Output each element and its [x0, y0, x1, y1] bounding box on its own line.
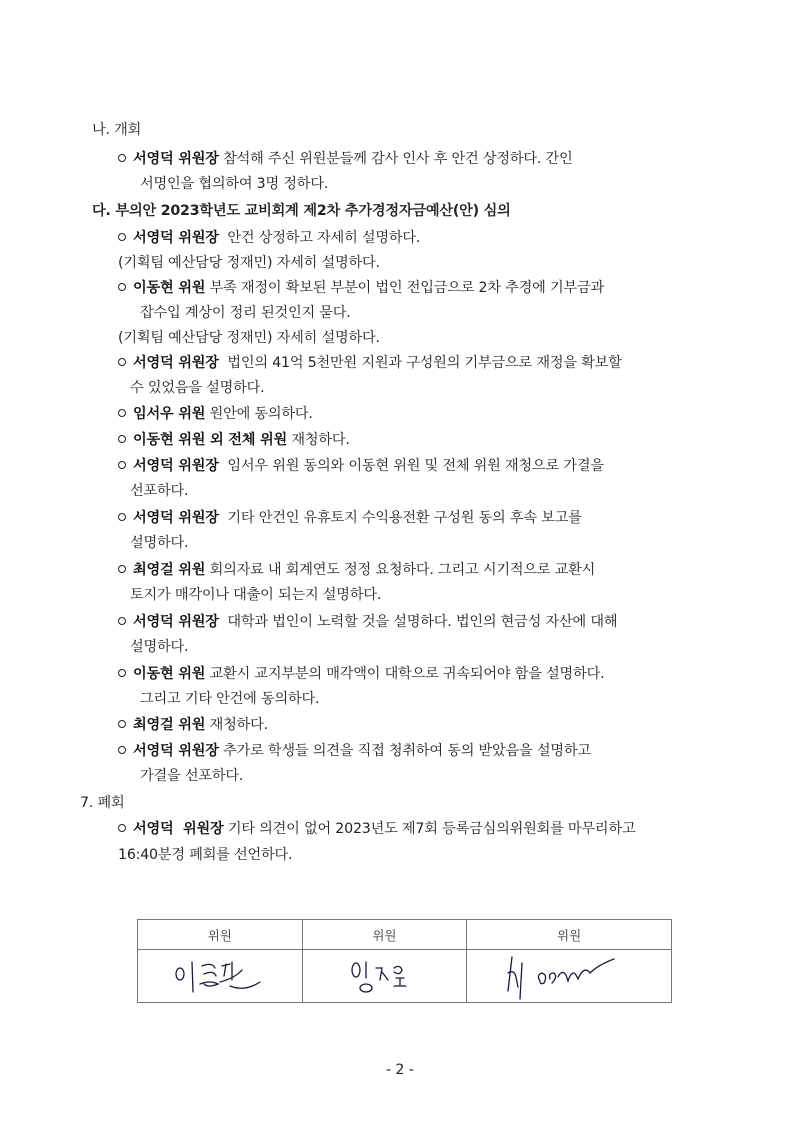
speaker-name: 최영걸 위원	[133, 562, 206, 578]
item-text: 재청하다.	[291, 432, 350, 448]
item-text: 안건 상정하고 자세히 설명하다.	[227, 230, 421, 246]
signature-header-cell: 위원	[302, 920, 467, 950]
signature-header-cell: 위원	[467, 920, 672, 950]
item-text: 대학과 법인이 노력할 것을 설명하다. 법인의 현금성 자산에 대해	[227, 614, 618, 630]
minutes-item	[118, 430, 350, 450]
staff-note: (기획팀 예산담당 정재민) 자세히 설명하다.	[118, 330, 380, 346]
speaker-name: 서영덕 위원장	[133, 614, 219, 630]
speaker-name: 서영덕 위원장	[133, 151, 219, 167]
speaker-name: 임서우 위원	[133, 406, 206, 422]
item-text: 법인의 41억 5천만원 지원과 구성원의 기부금으로 재정을 확보할	[227, 355, 622, 371]
section-heading-agenda: 다. 부의안 2023학년도 교비회계 제2차 추가경정자금예산(안) 심의	[92, 203, 511, 219]
item-text-continued: 설명하다.	[130, 535, 189, 551]
item-text: 원안에 동의하다.	[209, 406, 313, 422]
section-heading-closing: 7. 폐회	[80, 795, 125, 811]
handwritten-signature-2-icon	[324, 954, 444, 998]
circle-bullet-icon	[118, 746, 126, 754]
page-number: - 2 -	[386, 1062, 414, 1078]
circle-bullet-icon	[118, 669, 126, 677]
minutes-item	[118, 819, 635, 839]
speaker-name: 최영걸 위원	[133, 717, 206, 733]
item-text: 부족 재정이 확보된 부분이 법인 전입금으로 2차 추경에 기부금과	[209, 280, 605, 296]
minutes-item	[118, 353, 622, 373]
speaker-name: 이동현 위원 외 전체 위원	[133, 432, 288, 448]
signature-cell	[467, 950, 672, 1003]
item-text: 교환시 교지부분의 매각액이 대학으로 귀속되어야 함을 설명하다.	[209, 666, 605, 682]
signature-table-signature-row	[138, 950, 672, 1003]
item-text: 기타 안건인 유휴토지 수익용전환 구성원 동의 후속 보고를	[227, 510, 582, 526]
item-text: 추가로 학생들 의견을 직접 청취하여 동의 받았음을 설명하고	[223, 743, 591, 759]
circle-bullet-icon	[118, 720, 126, 728]
circle-bullet-icon	[118, 435, 126, 443]
speaker-name: 서영덕 위원장	[133, 743, 219, 759]
item-text-continued: 설명하다.	[130, 639, 189, 655]
circle-bullet-icon	[118, 283, 126, 291]
minutes-item	[118, 404, 313, 424]
item-text-continued: 16:40분경 폐회를 선언하다.	[118, 847, 293, 863]
circle-bullet-icon	[118, 513, 126, 521]
item-text-continued: 선포하다.	[130, 483, 189, 499]
minutes-item	[118, 228, 420, 248]
speaker-name: 서영덕 위원장	[133, 510, 219, 526]
minutes-item	[118, 715, 268, 735]
speaker-name: 서영덕 위원장	[133, 821, 224, 837]
item-text: 임서우 위원 동의와 이동현 위원 및 전체 위원 재청으로 가결을	[227, 458, 604, 474]
circle-bullet-icon	[118, 358, 126, 366]
circle-bullet-icon	[118, 617, 126, 625]
circle-bullet-icon	[118, 233, 126, 241]
minutes-item	[118, 741, 591, 761]
minutes-item	[118, 456, 604, 476]
speaker-name: 서영덕 위원장	[133, 458, 219, 474]
signature-cell	[138, 950, 303, 1003]
item-text-continued: 가결을 선포하다.	[140, 768, 244, 784]
signature-table-header-row	[138, 920, 672, 950]
minutes-item	[118, 612, 617, 632]
item-text-continued: 토지가 매각이나 대출이 되는지 설명하다.	[130, 587, 382, 603]
minutes-item	[118, 560, 595, 580]
section-heading-opening: 나. 개회	[92, 122, 142, 138]
handwritten-signature-1-icon	[160, 954, 280, 998]
item-text-continued: 수 있었음을 설명하다.	[130, 380, 265, 396]
circle-bullet-icon	[118, 461, 126, 469]
item-text-continued: 그리고 기타 안건에 동의하다.	[140, 691, 320, 707]
speaker-name: 이동현 위원	[133, 280, 206, 296]
speaker-name: 서영덕 위원장	[133, 355, 219, 371]
circle-bullet-icon	[118, 824, 126, 832]
circle-bullet-icon	[118, 565, 126, 573]
item-text: 참석해 주신 위원분들께 감사 인사 후 안건 상정하다. 간인	[223, 151, 573, 167]
handwritten-signature-3-icon	[494, 951, 644, 1001]
minutes-item	[118, 508, 582, 528]
signature-header-cell: 위원	[138, 920, 303, 950]
minutes-item	[118, 664, 604, 684]
speaker-name: 서영덕 위원장	[133, 230, 219, 246]
staff-note: (기획팀 예산담당 정재민) 자세히 설명하다.	[118, 255, 380, 271]
minutes-item	[118, 278, 604, 298]
circle-bullet-icon	[118, 409, 126, 417]
speaker-name: 이동현 위원	[133, 666, 206, 682]
item-text: 재청하다.	[209, 717, 268, 733]
item-text: 기타 의견이 없어 2023년도 제7회 등록금심의위원회를 마무리하고	[227, 821, 636, 837]
item-text: 회의자료 내 회계연도 정정 요청하다. 그리고 시기적으로 교환시	[209, 562, 596, 578]
signature-table	[137, 919, 672, 1003]
signature-cell	[302, 950, 467, 1003]
minutes-item	[118, 149, 573, 169]
item-text-continued: 서명인을 협의하여 3명 정하다.	[140, 176, 329, 192]
circle-bullet-icon	[118, 154, 126, 162]
item-text-continued: 잡수입 계상이 정리 된것인지 묻다.	[140, 305, 351, 321]
